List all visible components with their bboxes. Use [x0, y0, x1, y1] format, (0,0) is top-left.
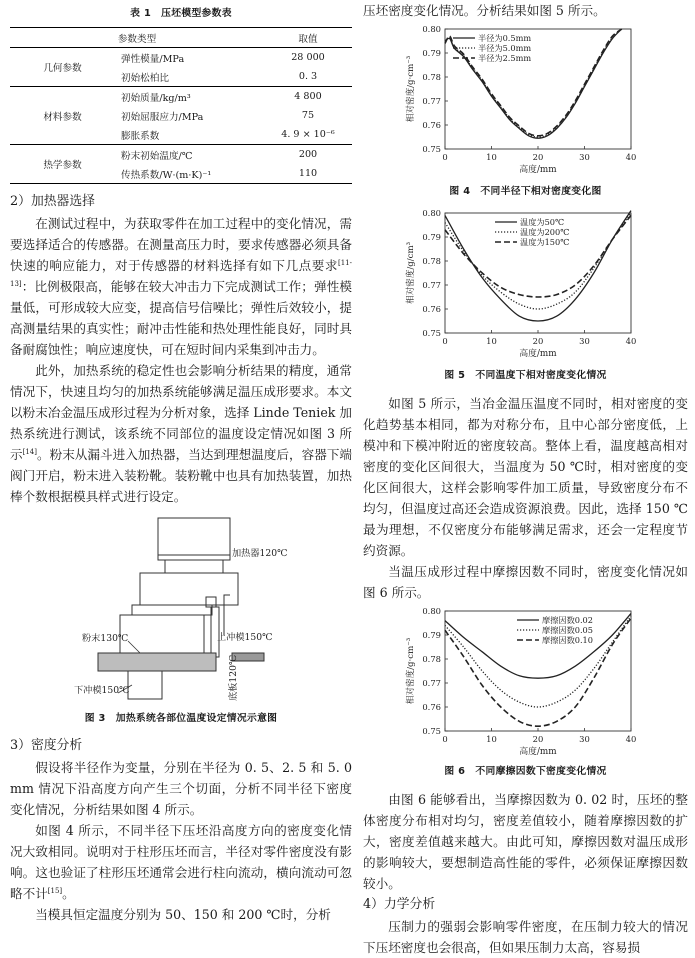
param-table [10, 27, 352, 184]
chart-radius [363, 21, 688, 181]
table-header-value: 取值 [298, 33, 318, 45]
y-axis-label: 相对密度/g·cm⁻³ [406, 55, 416, 123]
table-param: 初始屈服应力/MPa [121, 111, 204, 123]
table-param: 初始松柏比 [121, 72, 169, 84]
table-param: 弹性模量/MPa [121, 53, 185, 65]
label-bottom-plate: 底板120℃ [228, 654, 239, 701]
x-tick-label: 40 [625, 734, 637, 744]
y-tick-label: 0.76 [422, 120, 441, 130]
y-tick-label: 0.78 [422, 256, 441, 266]
paragraph-fig4-analysis: 如图 4 所示，不同半径下压坯沿高度方向的密度变化情况大致相同。说明对于柱形压坯而言，半径对零件密度没有影响。这也验证了柱形压坯通常会进行柱向流动，横向流动可忽略不计[15]。 [10, 823, 352, 901]
section-heading-heater: 2）加热器选择 [10, 194, 95, 209]
label-heater: 加热器120℃ [232, 548, 288, 559]
y-tick-label: 0.77 [422, 280, 441, 290]
table-group-thermal: 热学参数 [43, 160, 82, 171]
y-tick-label: 0.75 [422, 726, 441, 736]
x-tick-label: 20 [532, 734, 544, 744]
heating-system-diagram [10, 515, 352, 703]
y-tick-label: 0.80 [422, 606, 441, 616]
left-column [10, 0, 352, 925]
legend-label: 摩擦因数0.10 [542, 635, 593, 645]
x-axis-label: 高度/mm [519, 165, 557, 175]
legend-label: 半径为0.5mm [478, 33, 532, 43]
paragraph-fig5-analysis: 如图 5 所示，当冶金温压温度不同时，相对密度的变化趋势基本相同，都为对称分布，且中心部分密度低，上模冲和下模冲附近的密度较高。整体上看，温度越高相对密度的变化区间很大，当温度为 50 ℃时，相对密度的变化区间很大，这样会影响零件加工质量，导致密度分布不均匀，但温度过高还会造成资源浪费。因此，选择 150 ℃最为理想，不仅密度分布能够满足需求，还会一定程度节约资源。 [363, 396, 688, 558]
x-axis-label: 高度/mm [519, 747, 557, 757]
y-tick-label: 0.76 [422, 304, 441, 314]
table-param: 初始质量/kg/m³ [121, 92, 191, 104]
y-tick-label: 0.80 [422, 24, 441, 34]
paragraph-temperature-intro: 当模具恒定温度分别为 50、150 和 200 ℃时，分析 [35, 907, 331, 922]
paragraph-radius: 假设将半径作为变量，分别在半径为 0. 5、2. 5 和 5. 0 mm 情况下沿高度方向产生三个切面，分析不同半径下密度变化情况，分析结果如图 4 所示。 [10, 760, 352, 817]
table-group-geometry: 几何参数 [43, 63, 82, 74]
legend-label: 摩擦因数0.02 [542, 615, 593, 625]
section-heading-mechanics: 4）力学分析 [363, 897, 436, 912]
x-tick-label: 10 [486, 336, 497, 346]
figure3-caption: 图 3 加热系统各部位温度设定情况示意图 [84, 713, 278, 724]
x-tick-label: 40 [625, 336, 637, 346]
y-tick-label: 0.77 [422, 96, 441, 106]
x-tick-label: 20 [532, 152, 544, 162]
powder-fill [98, 653, 216, 671]
figure4-caption: 图 4 不同半径下相对密度变化图 [449, 186, 602, 197]
lower-punch [128, 671, 162, 699]
plot-frame [445, 29, 631, 149]
legend-label: 摩擦因数0.05 [542, 625, 593, 635]
section-heading-density: 3）密度分析 [10, 738, 83, 753]
x-tick-label: 30 [579, 734, 590, 744]
x-tick-label: 0 [442, 734, 448, 744]
series-line-0 [445, 29, 622, 138]
figure6-caption: 图 6 不同摩擦因数下密度变化情况 [444, 766, 607, 777]
y-tick-label: 0.79 [422, 630, 441, 640]
paragraph-friction-intro: 当温压成形过程中摩擦因数不同时，密度变化情况如图 6 所示。 [363, 564, 688, 600]
table-group-material: 材料参数 [43, 111, 82, 123]
y-tick-label: 0.78 [422, 72, 441, 82]
x-tick-label: 40 [625, 152, 637, 162]
label-powder: 粉末130℃ [82, 633, 129, 644]
legend-label: 温度为150℃ [520, 237, 570, 247]
label-upper-punch: 上冲模150℃ [217, 632, 273, 643]
y-tick-label: 0.75 [422, 328, 441, 338]
table-value: 4 800 [294, 91, 322, 102]
paragraph-heating-system: 此外，加热系统的稳定性也会影响分析结果的精度，通常情况下，快速且均匀的加热系统能够满足温压成形要求。本文以粉末冶金温压成形过程为分析对象，选择 Linde Teniek 加热系统进行测试，该系统不同部位的温度设定情况如图 3 所示[14]。粉末从漏斗进入加热器，当达到理想温度后，容器下端阀门开启，粉末进入装粉靴。装粉靴中也具有加热装置，加热棒个数根据模具样式进行设定。 [10, 363, 353, 504]
table1-title: 表 1 压坯模型参数表 [130, 8, 232, 19]
series-line-2 [445, 618, 631, 726]
paragraph-mechanics: 压制力的强弱会影响零件密度，在压制力较大的情况下压坯密度也会很高，但如果压制力太高，容易损 [363, 919, 688, 955]
series-line-1 [445, 29, 622, 137]
x-tick-label: 30 [579, 152, 590, 162]
x-tick-label: 0 [442, 336, 448, 346]
y-tick-label: 0.77 [422, 678, 441, 688]
paragraph-fig6-analysis: 由图 6 能够看出，当摩擦因数为 0. 02 时，压坯的整体密度分布相对均匀，密度差值较小，随着摩擦因数的扩大，密度差值越来越大。由此可知，摩擦因数对温压成形的影响较大，要想制造高性能的零件，必须保证摩擦因数较小。 [363, 792, 688, 891]
x-tick-label: 30 [579, 336, 590, 346]
table-value: 110 [298, 168, 318, 179]
y-tick-label: 0.76 [422, 702, 441, 712]
table-param: 传热系数/W·(m·K)⁻¹ [121, 169, 212, 181]
label-lower-punch: 下冲模150℃ [74, 685, 130, 696]
y-axis-label: 相对密度/g/cm³ [406, 241, 416, 305]
legend-label: 温度为200℃ [520, 227, 570, 237]
table-value: 4. 9 × 10⁻⁶ [281, 129, 335, 140]
legend-label: 半径为5.0mm [478, 43, 532, 53]
y-tick-label: 0.75 [422, 144, 441, 154]
legend-label: 温度为50℃ [520, 217, 565, 227]
table-value: 75 [301, 110, 315, 121]
figure5-caption: 图 5 不同温度下相对密度变化情况 [444, 370, 607, 381]
heater-box [158, 518, 230, 560]
x-tick-label: 10 [486, 734, 497, 744]
x-tick-label: 0 [442, 152, 448, 162]
series-line-2 [445, 29, 622, 136]
legend-label: 半径为2.5mm [478, 53, 532, 63]
x-axis-label: 高度/mm [519, 349, 557, 359]
table-value: 0. 3 [298, 71, 318, 82]
table-param: 膨胀系数 [121, 130, 160, 142]
x-tick-label: 10 [486, 152, 497, 162]
table-value: 28 000 [291, 52, 325, 63]
table-param: 粉末初始温度/℃ [121, 150, 193, 162]
y-tick-label: 0.78 [422, 654, 441, 664]
y-tick-label: 0.79 [422, 232, 441, 242]
series-line-0 [445, 613, 631, 678]
table-value: 200 [298, 149, 318, 160]
table-header-type: 参数类型 [117, 33, 157, 45]
chart-friction [363, 603, 688, 761]
chart-temperature [363, 205, 688, 365]
right-column [363, 0, 688, 958]
y-axis-label: 相对密度/g·cm⁻³ [406, 637, 416, 705]
x-tick-label: 20 [532, 336, 544, 346]
paragraph-sensor: 在测试过程中，为获取零件在加工过程中的变化情况，需要选择适合的传感器。在测量高压力时，要求传感器必须具备快速的响应能力，对于传感器的材料选择有如下几点要求[11-13]：比例极限高，能够在较大冲击力下完成测试工作；弹性模量低，可形成较大应变，提高信号信噪比；弹性后效较小，提高测量结果的真实性；耐冲击性能和热处理性能良好，同时具备耐腐蚀性；响应速度快，可在短时间内采集到冲击力。 [10, 216, 352, 357]
paragraph-continued: 压坯密度变化情况。分析结果如图 5 所示。 [363, 3, 606, 18]
y-tick-label: 0.80 [422, 208, 441, 218]
y-tick-label: 0.79 [422, 48, 441, 58]
